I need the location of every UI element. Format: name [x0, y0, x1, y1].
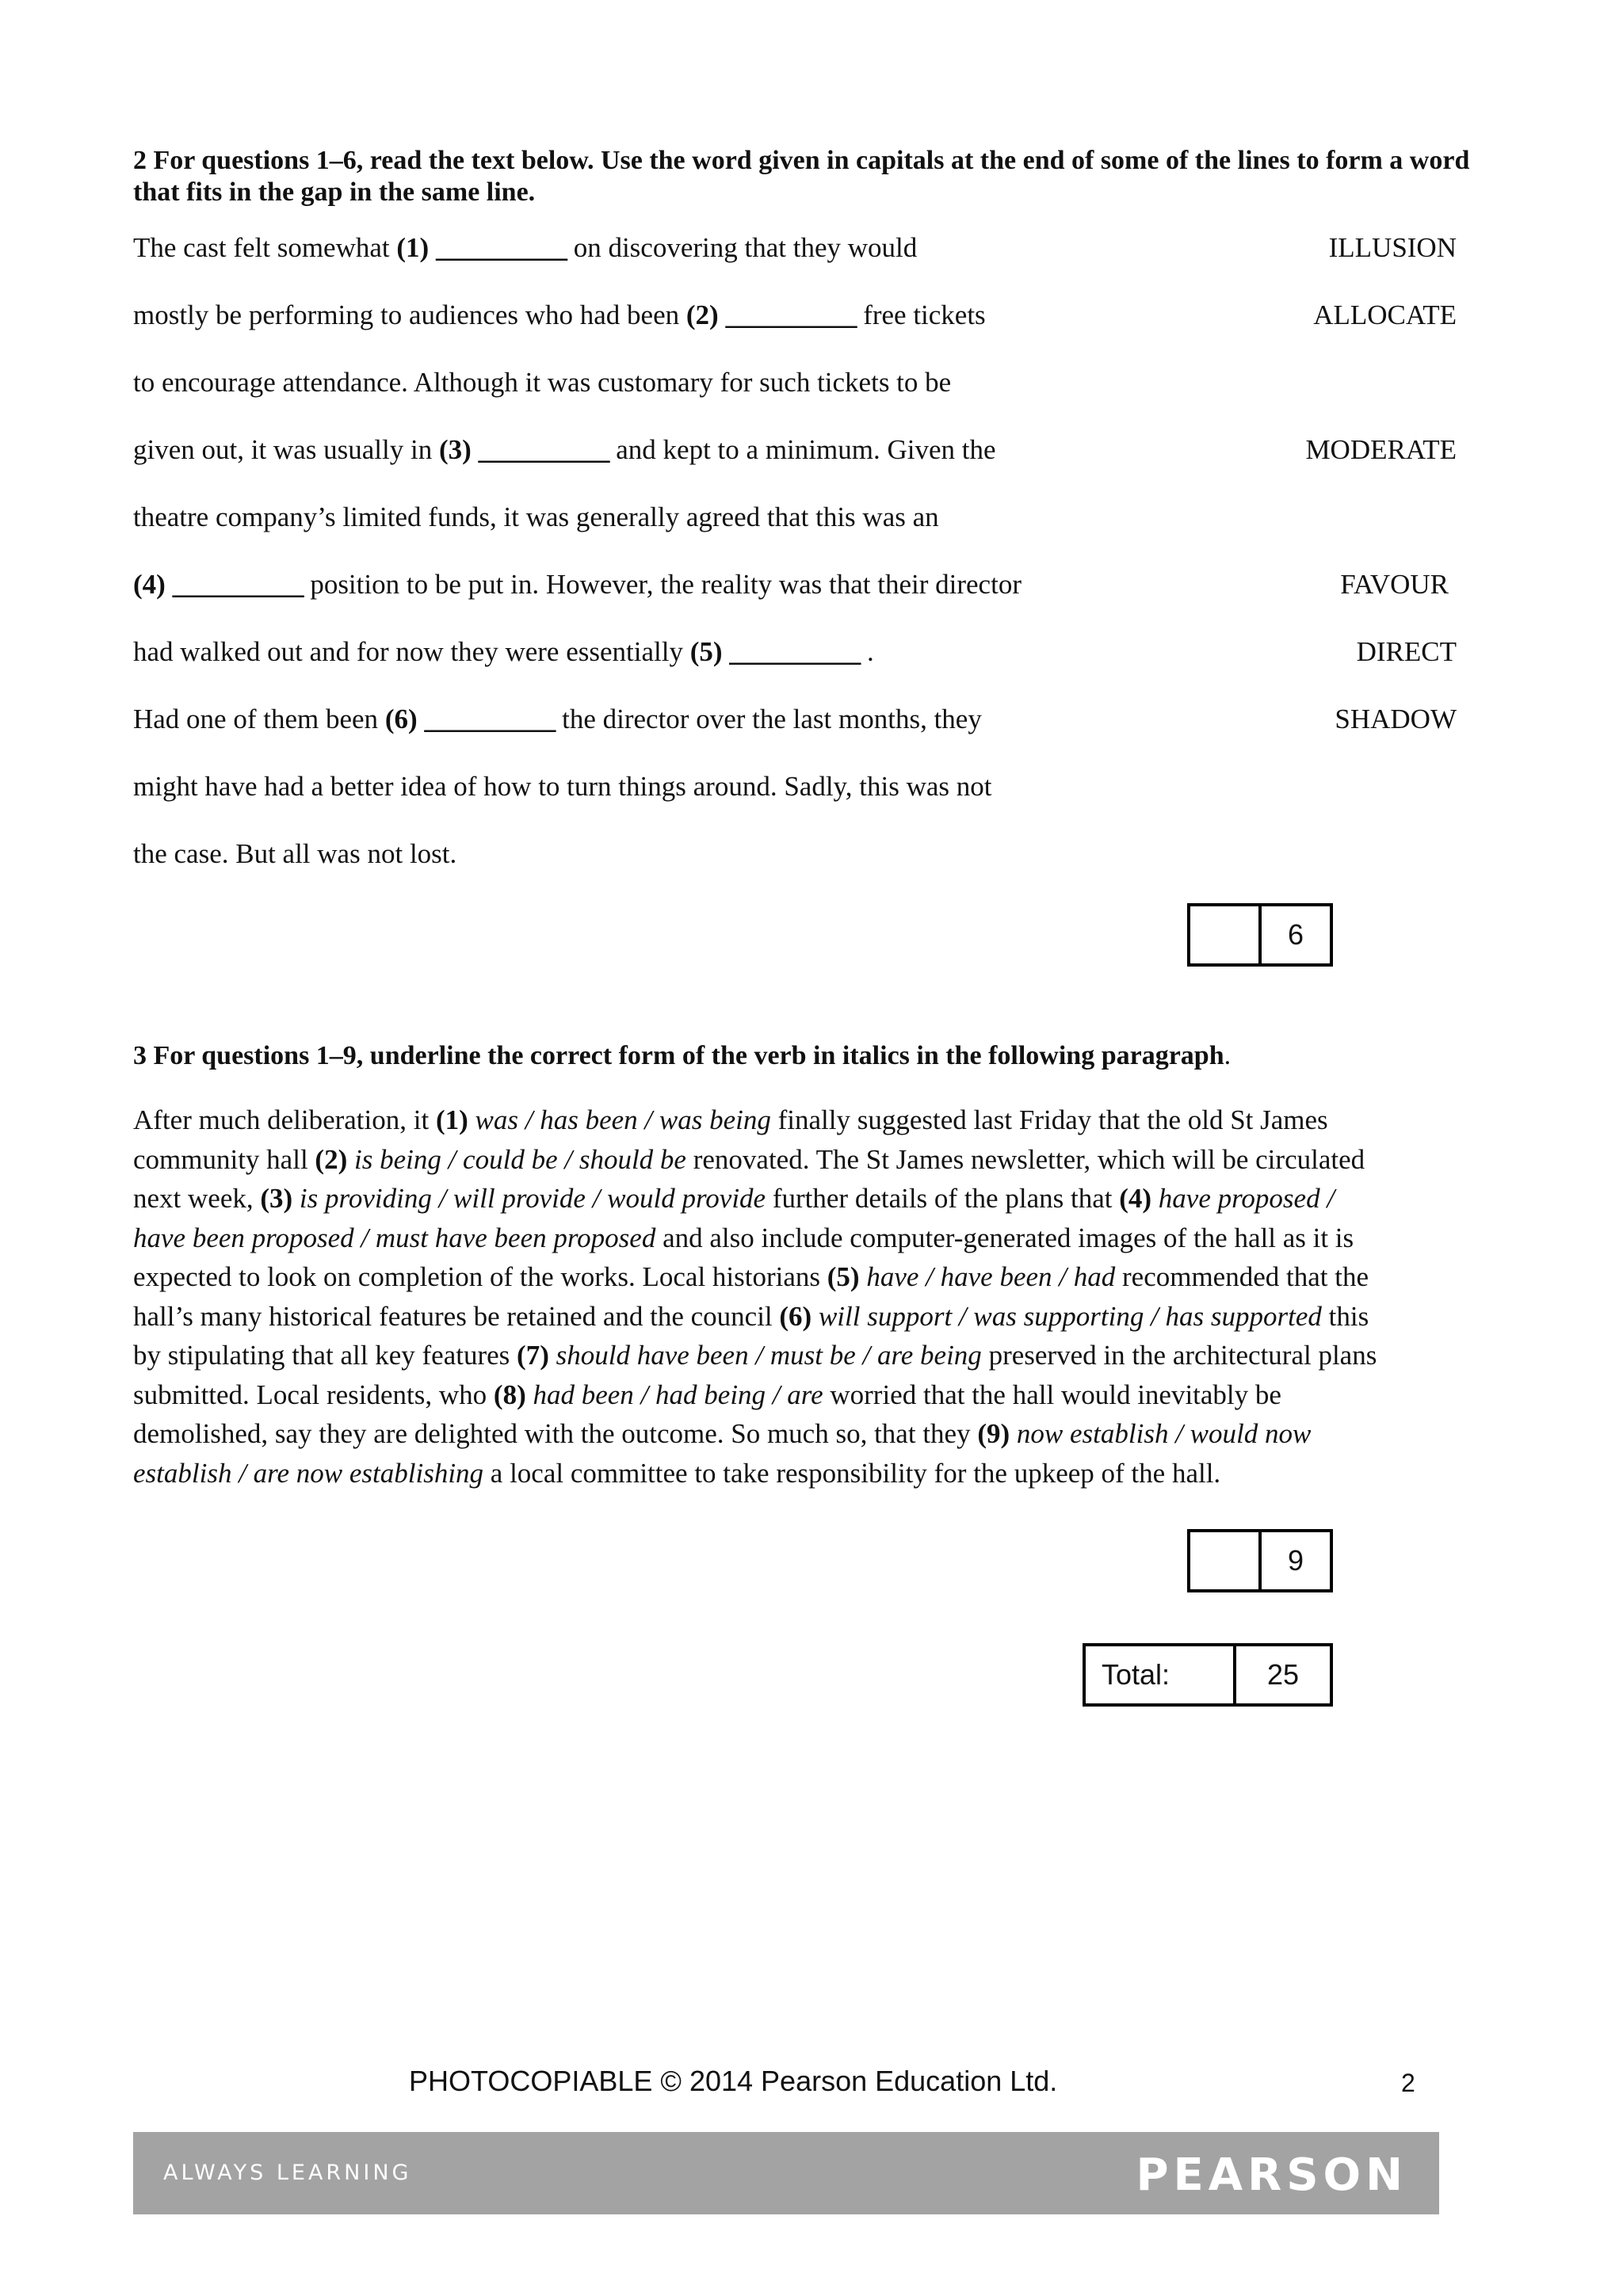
exercise-line: [133, 771, 992, 803]
verb-options[interactable]: now establish / would now: [1010, 1418, 1312, 1449]
exercise-line: [133, 569, 1022, 601]
total-label: Total:: [1086, 1646, 1236, 1703]
question-number: (2): [315, 1143, 348, 1175]
section-3-score-box: [1187, 1529, 1333, 1592]
paragraph-line: [133, 1336, 1496, 1375]
page-number: 2: [1401, 2069, 1415, 2097]
pearson-logo: PEARSON: [1136, 2149, 1407, 2201]
verb-options[interactable]: have / have been / had: [859, 1261, 1116, 1292]
keyword-prompt: MODERATE: [1305, 434, 1457, 465]
question-number: (1): [435, 1104, 468, 1135]
keyword-prompt: DIRECT: [1356, 636, 1457, 667]
line-text: given out, it was usually in: [133, 434, 439, 465]
pearson-banner: [133, 2132, 1439, 2214]
answer-gap[interactable]: __________: [435, 232, 567, 263]
exercise-line: [133, 704, 982, 735]
paragraph-text: After much deliberation, it: [133, 1104, 436, 1135]
line-text: theatre company’s limited funds, it was generally agreed that this was an: [133, 502, 939, 532]
keyword-prompt: SHADOW: [1335, 704, 1457, 734]
answer-gap[interactable]: __________: [172, 569, 304, 600]
line-text: the case. But all was not lost.: [133, 838, 457, 869]
paragraph-text: this: [1321, 1300, 1369, 1332]
paragraph-line: [133, 1179, 1496, 1219]
exercise-line: [133, 502, 939, 533]
line-text: to encourage attendance. Although it was customary for such tickets to be: [133, 367, 952, 398]
answer-gap[interactable]: __________: [478, 434, 609, 465]
exercise-line: [133, 367, 951, 399]
keyword-prompt: FAVOUR: [1340, 569, 1449, 600]
line-text: .: [860, 636, 874, 667]
keyword-prompt: ILLUSION: [1328, 232, 1457, 263]
paragraph-line: [133, 1454, 1496, 1493]
tagline: ALWAYS LEARNING: [163, 2161, 412, 2185]
keyword-prompt: ALLOCATE: [1313, 299, 1457, 330]
line-text: mostly be performing to audiences who had been: [133, 299, 686, 330]
section-2-score-box: [1187, 903, 1333, 967]
copyright-notice: PHOTOCOPIABLE © 2014 Pearson Education Ltd.: [409, 2065, 1058, 2097]
verb-options[interactable]: had been / had being / are: [525, 1379, 823, 1410]
paragraph-text: expected to look on completion of the works. Local historians: [133, 1261, 827, 1292]
question-number: (5): [827, 1261, 860, 1292]
paragraph-text: a local committee to take responsibility for the upkeep of the hall.: [483, 1457, 1221, 1489]
verb-options[interactable]: establish / are now establishing: [133, 1457, 484, 1489]
verb-options[interactable]: is being / could be / should be: [347, 1143, 686, 1175]
section-3-heading: 3 For questions 1–9, underline the correct form of the verb in italics in the following paragraph.: [133, 1041, 1232, 1070]
exercise-line: [133, 299, 986, 331]
score-input-cell[interactable]: [1190, 1532, 1262, 1589]
question-number: (8): [493, 1379, 526, 1410]
line-text: The cast felt somewhat: [133, 232, 397, 263]
verb-options[interactable]: was / has been / was being: [468, 1104, 771, 1135]
line-text: on discovering that they would: [566, 232, 918, 263]
exercise-line: [133, 232, 917, 264]
paragraph-text: hall’s many historical features be retained and the council: [133, 1300, 780, 1332]
paragraph-line: [133, 1375, 1496, 1415]
paragraph-text: finally suggested last Friday that the old St James: [770, 1104, 1328, 1135]
paragraph-line: [133, 1257, 1496, 1297]
line-text: Had one of them been: [133, 704, 385, 734]
paragraph-line: [133, 1414, 1496, 1454]
line-text: and kept to a minimum. Given the: [609, 434, 996, 465]
paragraph-text: renovated. The St James newsletter, which will be circulated: [685, 1143, 1365, 1175]
paragraph-line: [133, 1297, 1496, 1337]
exercise-line: [133, 434, 995, 466]
paragraph-line: [133, 1219, 1496, 1258]
paragraph-text: submitted. Local residents, who: [133, 1379, 494, 1410]
verb-options[interactable]: have proposed /: [1151, 1183, 1335, 1214]
paragraph-text: next week,: [133, 1183, 261, 1214]
question-number: (5): [689, 636, 730, 667]
line-text: position to be put in. However, the reality was that their director: [303, 569, 1022, 600]
answer-gap[interactable]: __________: [729, 636, 861, 667]
question-number: (1): [396, 232, 436, 263]
max-score: 9: [1287, 1544, 1304, 1577]
question-number: (6): [384, 704, 425, 734]
paragraph-text: demolished, say they are delighted with the outcome. So much so, that they: [133, 1418, 978, 1449]
exercise-line: [133, 838, 456, 870]
verb-choice-paragraph: [133, 1100, 1496, 1493]
line-text: the director over the last months, they: [555, 704, 982, 734]
total-value: 25: [1266, 1658, 1300, 1691]
paragraph-line: [133, 1100, 1496, 1140]
answer-gap[interactable]: __________: [424, 704, 556, 734]
verb-options[interactable]: have been proposed / must have been proposed: [133, 1222, 656, 1253]
verb-options[interactable]: should have been / must be / are being: [548, 1340, 982, 1371]
paragraph-line: [133, 1140, 1496, 1180]
question-number: (6): [779, 1300, 812, 1332]
paragraph-text: recommended that the: [1115, 1261, 1369, 1292]
question-number: (7): [517, 1340, 549, 1371]
line-text: had walked out and for now they were essentially: [133, 636, 690, 667]
line-text: free tickets: [856, 299, 986, 330]
section-2-heading: 2 For questions 1–6, read the text below. Use the word given in capitals at the end of some of the lines to form a word that fits in the gap in the same line.: [133, 146, 1470, 207]
paragraph-text: by stipulating that all key features: [133, 1340, 517, 1371]
verb-options[interactable]: is providing / will provide / would provide: [292, 1183, 766, 1214]
answer-gap[interactable]: __________: [725, 299, 857, 330]
line-text: might have had a better idea of how to turn things around. Sadly, this was not: [133, 771, 992, 802]
total-score-box: [1083, 1643, 1333, 1707]
question-number: (2): [685, 299, 726, 330]
paragraph-text: community hall: [133, 1143, 315, 1175]
max-score: 6: [1287, 918, 1304, 951]
question-number: (3): [260, 1183, 293, 1214]
score-input-cell[interactable]: [1190, 906, 1262, 963]
paragraph-text: preserved in the architectural plans: [981, 1340, 1377, 1371]
question-number: (4): [1119, 1183, 1152, 1214]
question-number: (3): [438, 434, 479, 465]
paragraph-text: and also include computer-generated images of the hall as it is: [655, 1222, 1354, 1253]
paragraph-text: worried that the hall would inevitably be: [823, 1379, 1281, 1410]
verb-options[interactable]: will support / was supporting / has supported: [812, 1300, 1322, 1332]
paragraph-text: further details of the plans that: [766, 1183, 1120, 1214]
exercise-line: [133, 636, 874, 668]
question-number: (4): [133, 569, 173, 600]
question-number: (9): [977, 1418, 1010, 1449]
